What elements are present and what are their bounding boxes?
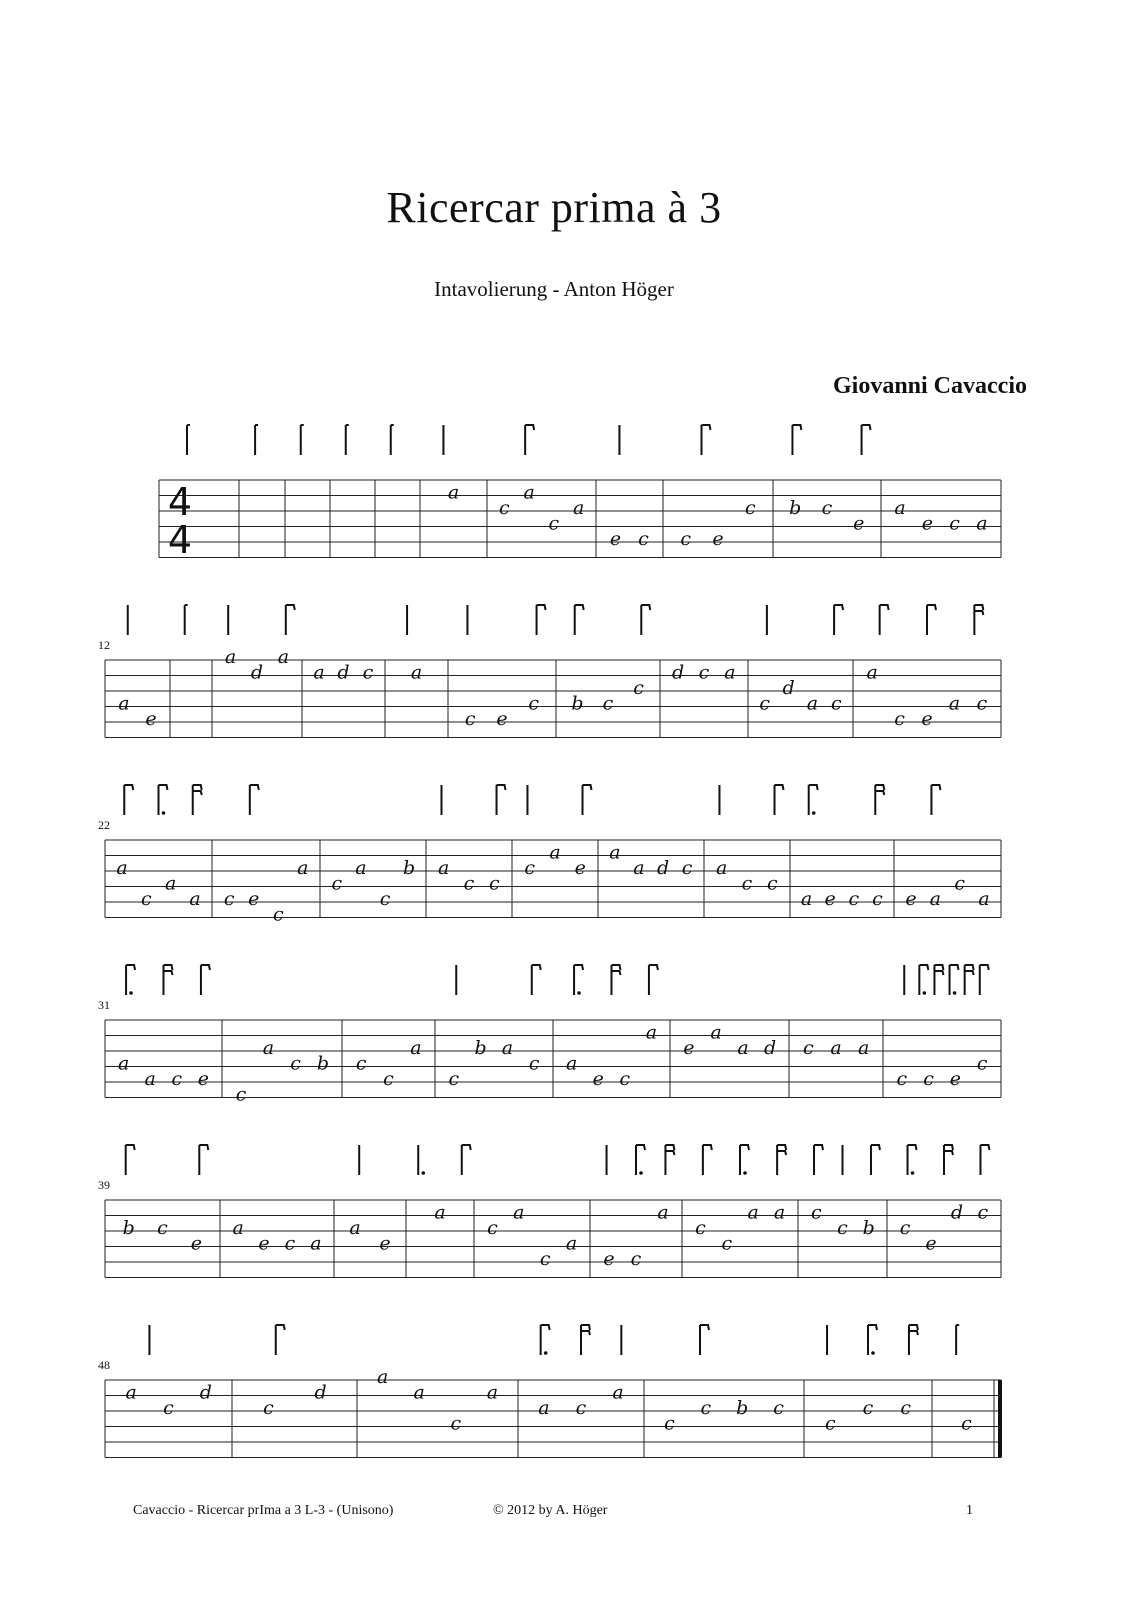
tab-system (159, 425, 1001, 562)
tab-letter: e (603, 1248, 615, 1270)
tab-letter: a (410, 661, 423, 684)
rhythm-sign (636, 1145, 645, 1175)
tab-letter: a (894, 497, 906, 519)
tab-letter: e (190, 1232, 202, 1255)
tab-letter: e (712, 528, 724, 550)
tab-letter: a (118, 692, 130, 715)
tab-letter: c (825, 1412, 836, 1435)
rhythm-sign (974, 605, 983, 635)
tab-letter: a (800, 888, 813, 910)
tab-letter: a (657, 1201, 669, 1224)
tab-letter: c (263, 1397, 274, 1419)
tab-letter: c (528, 1052, 540, 1075)
tab-letter: d (763, 1037, 777, 1059)
rhythm-sign (665, 1145, 674, 1175)
tab-letter: c (680, 528, 691, 550)
tab-letter: a (773, 1201, 786, 1224)
tab-letter: c (163, 1397, 174, 1419)
rhythm-sign (124, 785, 133, 815)
rhythm-sign (583, 785, 592, 815)
rhythm-sign (199, 1145, 208, 1175)
rhythm-sign (575, 605, 584, 635)
tab-letter: c (539, 1248, 551, 1270)
tab-system (98, 785, 1001, 926)
rhythm-sign (418, 1145, 425, 1175)
footer-copyright: © 2012 by A. Höger (493, 1503, 608, 1518)
tab-letter: e (949, 1068, 962, 1090)
tab-letter: a (413, 1381, 425, 1404)
tab-letter: c (379, 888, 391, 910)
tab-letter: b (316, 1052, 329, 1075)
rhythm-sign (980, 965, 989, 995)
rhythm-sign (950, 965, 959, 995)
tab-letter: e (609, 528, 622, 550)
tab-letter: b (862, 1217, 875, 1239)
tab-letter: c (862, 1397, 874, 1419)
tab-letter: a (125, 1381, 137, 1404)
tab-letter: c (695, 1217, 706, 1239)
tab-letter: c (837, 1217, 848, 1239)
rhythm-sign (537, 605, 546, 635)
tab-letter: c (848, 888, 860, 910)
tab-letter: a (609, 841, 621, 864)
tab-letter: c (759, 692, 771, 715)
tab-letter: c (362, 661, 374, 684)
tab-letter: c (900, 1397, 911, 1419)
tab-letter: a (355, 857, 367, 879)
tab-letter: c (272, 903, 284, 926)
measure-number: 22 (98, 818, 110, 832)
tab-letter: a (144, 1068, 156, 1090)
tab-letter: c (698, 661, 710, 684)
tab-letter: e (248, 888, 260, 910)
tab-letter: c (821, 497, 833, 519)
rhythm-sign (391, 425, 394, 455)
tab-letter: a (164, 872, 177, 895)
tab-letter: e (145, 708, 157, 730)
tab-letter: b (122, 1217, 135, 1239)
tab-letter: c (528, 692, 540, 715)
time-signature-bottom: 4 (167, 518, 193, 562)
rhythm-sign (931, 785, 940, 815)
tab-letter: c (741, 872, 753, 895)
tab-letter: c (949, 512, 960, 535)
tab-letter: a (710, 1021, 722, 1044)
tab-letter: a (310, 1232, 322, 1255)
composer-name: Giovanni Cavaccio (832, 373, 1027, 399)
tab-letter: c (721, 1232, 733, 1255)
tab-letter: c (284, 1232, 296, 1255)
tab-letter: c (619, 1068, 631, 1090)
rhythm-sign (740, 1145, 749, 1175)
tab-letter: a (716, 857, 728, 879)
rhythm-sign (809, 785, 818, 815)
rhythm-sign (126, 1145, 135, 1175)
tab-letter: c (700, 1397, 712, 1419)
tab-letter: a (866, 661, 878, 684)
measure-number: 31 (98, 998, 110, 1012)
tab-letter: c (830, 692, 842, 715)
tab-letter: a (830, 1037, 842, 1059)
rhythm-sign (868, 1325, 877, 1355)
tab-letter: a (410, 1037, 422, 1059)
tab-system (98, 1145, 1001, 1278)
tab-letter: b (571, 692, 584, 715)
tab-letter: c (664, 1412, 675, 1435)
tab-letter: c (499, 497, 510, 519)
tab-letter: a (976, 512, 988, 535)
tab-letter: a (612, 1381, 624, 1404)
tab-letter: a (262, 1037, 275, 1059)
tab-letter: a (724, 661, 736, 684)
tab-letter: a (523, 481, 535, 504)
rhythm-sign (919, 965, 928, 995)
page-subtitle: Intavolierung - Anton Höger (434, 277, 674, 301)
tab-letter: c (463, 872, 475, 895)
tab-letter: c (450, 1412, 462, 1435)
rhythm-sign (880, 605, 889, 635)
tab-letter: a (297, 857, 309, 879)
tab-letter: c (448, 1068, 460, 1090)
tab-letter: e (925, 1232, 937, 1255)
tab-letter: b (403, 857, 416, 879)
tab-letter: c (171, 1068, 183, 1090)
tab-letter: c (602, 692, 614, 715)
rhythm-sign (700, 1325, 709, 1355)
tab-letter: c (923, 1068, 934, 1090)
final-barline (998, 1380, 1002, 1458)
rhythm-sign (908, 1145, 917, 1175)
tab-letter: c (633, 677, 644, 699)
tab-letter: c (976, 692, 988, 715)
tab-letter: c (488, 872, 500, 895)
tab-letter: a (549, 841, 561, 864)
rhythm-sign (185, 605, 188, 635)
measure-number: 12 (98, 638, 110, 652)
tab-letter: c (810, 1201, 822, 1224)
tab-letter: c (141, 888, 152, 910)
rhythm-sign (346, 425, 349, 455)
rhythm-sign (462, 1145, 471, 1175)
rhythm-sign (574, 965, 583, 995)
tab-letter: d (672, 661, 685, 684)
rhythm-sign (532, 965, 541, 995)
tab-letter: c (773, 1397, 784, 1419)
tab-letter: c (896, 1068, 908, 1090)
tab-letter: a (224, 646, 237, 668)
rhythm-sign (862, 425, 871, 455)
rhythm-sign (814, 1145, 823, 1175)
tab-system (98, 965, 1001, 1106)
tab-letter: c (630, 1248, 642, 1270)
rhythm-sign (126, 965, 135, 995)
tab-letter: a (313, 661, 325, 684)
tab-letter: c (977, 1201, 989, 1224)
tab-letter: c (681, 857, 693, 879)
rhythm-sign (834, 605, 843, 635)
rhythm-sign (909, 1325, 918, 1355)
rhythm-sign (927, 605, 936, 635)
tab-letter: a (747, 1201, 759, 1224)
tab-letter: a (232, 1217, 244, 1239)
tab-letter: c (954, 872, 965, 895)
tab-letter: a (572, 497, 585, 519)
tab-letter: c (766, 872, 778, 895)
tab-letter: a (116, 857, 128, 879)
tab-letter: c (290, 1052, 301, 1075)
footer-source: Cavaccio - Ricercar prIma a 3 L-3 - (Unisono) (133, 1503, 394, 1518)
tab-letter: e (574, 857, 586, 879)
tab-system (98, 605, 1001, 738)
tab-letter: c (524, 857, 536, 879)
tab-letter: a (277, 646, 290, 668)
tab-letter: c (894, 708, 905, 730)
tab-letter: a (633, 857, 645, 879)
rhythm-sign (201, 965, 210, 995)
tab-letter: a (565, 1052, 578, 1075)
rhythm-sign (702, 425, 711, 455)
rhythm-sign (777, 1145, 786, 1175)
rhythm-sign (250, 785, 259, 815)
rhythm-sign (612, 965, 621, 995)
rhythm-sign (792, 425, 801, 455)
rhythm-sign (581, 1325, 590, 1355)
rhythm-sign (187, 425, 190, 455)
tab-letter: e (921, 512, 933, 535)
tab-letter: e (258, 1232, 270, 1255)
tab-letter: c (872, 888, 883, 910)
rhythm-sign (193, 785, 202, 815)
tab-letter: d (199, 1381, 212, 1404)
tab-letter: c (157, 1217, 168, 1239)
tab-letter: b (789, 497, 802, 519)
tab-letter: c (638, 528, 649, 550)
tab-letter: d (950, 1201, 964, 1224)
rhythm-sign (871, 1145, 880, 1175)
tab-letter: a (806, 692, 819, 715)
tab-letter: c (575, 1397, 587, 1419)
rhythm-sign (944, 1145, 953, 1175)
rhythm-sign (980, 1145, 989, 1175)
tab-letter: c (383, 1068, 394, 1090)
tab-letter: a (486, 1381, 499, 1404)
tab-letter: e (496, 708, 508, 730)
tab-letter: c (464, 708, 476, 730)
tab-letter: c (745, 497, 756, 519)
rhythm-sign (497, 785, 506, 815)
measure-number: 48 (98, 1358, 110, 1372)
rhythm-sign (159, 785, 168, 815)
tab-letter: a (513, 1201, 525, 1224)
tab-letter: d (337, 661, 350, 684)
measure-number: 39 (98, 1178, 110, 1192)
tab-letter: a (645, 1021, 658, 1044)
tab-letter: a (538, 1397, 550, 1419)
tab-letter: e (921, 708, 933, 730)
tab-letter: a (501, 1037, 514, 1059)
tab-letter: a (117, 1052, 130, 1075)
tab-letter: a (978, 888, 990, 910)
rhythm-sign (641, 605, 650, 635)
tab-letter: e (197, 1068, 210, 1090)
rhythm-sign (965, 965, 974, 995)
tab-letter: a (948, 692, 961, 715)
rhythm-sign (525, 425, 534, 455)
time-signature-top: 4 (167, 480, 193, 524)
rhythm-sign (649, 965, 658, 995)
tab-letter: c (803, 1037, 814, 1059)
tab-letter: c (331, 872, 343, 895)
tab-letter: b (474, 1037, 487, 1059)
rhythm-sign (164, 965, 173, 995)
rhythm-sign (301, 425, 304, 455)
tab-letter: c (961, 1412, 972, 1435)
tab-letter: d (656, 857, 670, 879)
tab-letter: e (905, 888, 917, 910)
tab-letter: a (857, 1037, 870, 1059)
tab-letter: a (434, 1201, 446, 1224)
tab-letter: c (355, 1052, 367, 1075)
tab-letter: d (250, 661, 264, 684)
rhythm-sign (255, 425, 258, 455)
tab-letter: e (683, 1037, 695, 1059)
tab-letter: a (565, 1232, 578, 1255)
tab-system (98, 1325, 1002, 1458)
tab-letter: c (487, 1217, 498, 1239)
rhythm-sign (956, 1325, 959, 1355)
tab-letter: c (548, 512, 560, 535)
tab-letter: a (189, 888, 201, 910)
rhythm-sign (541, 1325, 550, 1355)
rhythm-sign (775, 785, 784, 815)
tab-letter: a (438, 857, 450, 879)
tab-letter: a (929, 888, 942, 910)
tab-letter: a (447, 481, 460, 504)
rhythm-sign (934, 965, 943, 995)
page-number: 1 (966, 1503, 973, 1518)
tab-letter: e (379, 1232, 391, 1255)
rhythm-sign (276, 1325, 285, 1355)
tab-letter: e (592, 1068, 604, 1090)
tab-letter: c (223, 888, 235, 910)
tab-letter: e (824, 888, 836, 910)
tab-letter: d (782, 677, 795, 699)
tab-letter: a (376, 1366, 389, 1388)
rhythm-sign (703, 1145, 712, 1175)
tab-letter: a (349, 1217, 361, 1239)
tab-letter: e (853, 512, 865, 535)
tab-letter: c (976, 1052, 988, 1075)
rhythm-sign (875, 785, 884, 815)
tab-letter: d (314, 1381, 327, 1404)
tab-letter: c (235, 1083, 247, 1106)
tab-letter: c (899, 1217, 911, 1239)
tab-letter: a (737, 1037, 749, 1059)
page-title: Ricercar prima à 3 (386, 183, 722, 232)
tab-letter: b (736, 1397, 749, 1419)
rhythm-sign (286, 605, 295, 635)
